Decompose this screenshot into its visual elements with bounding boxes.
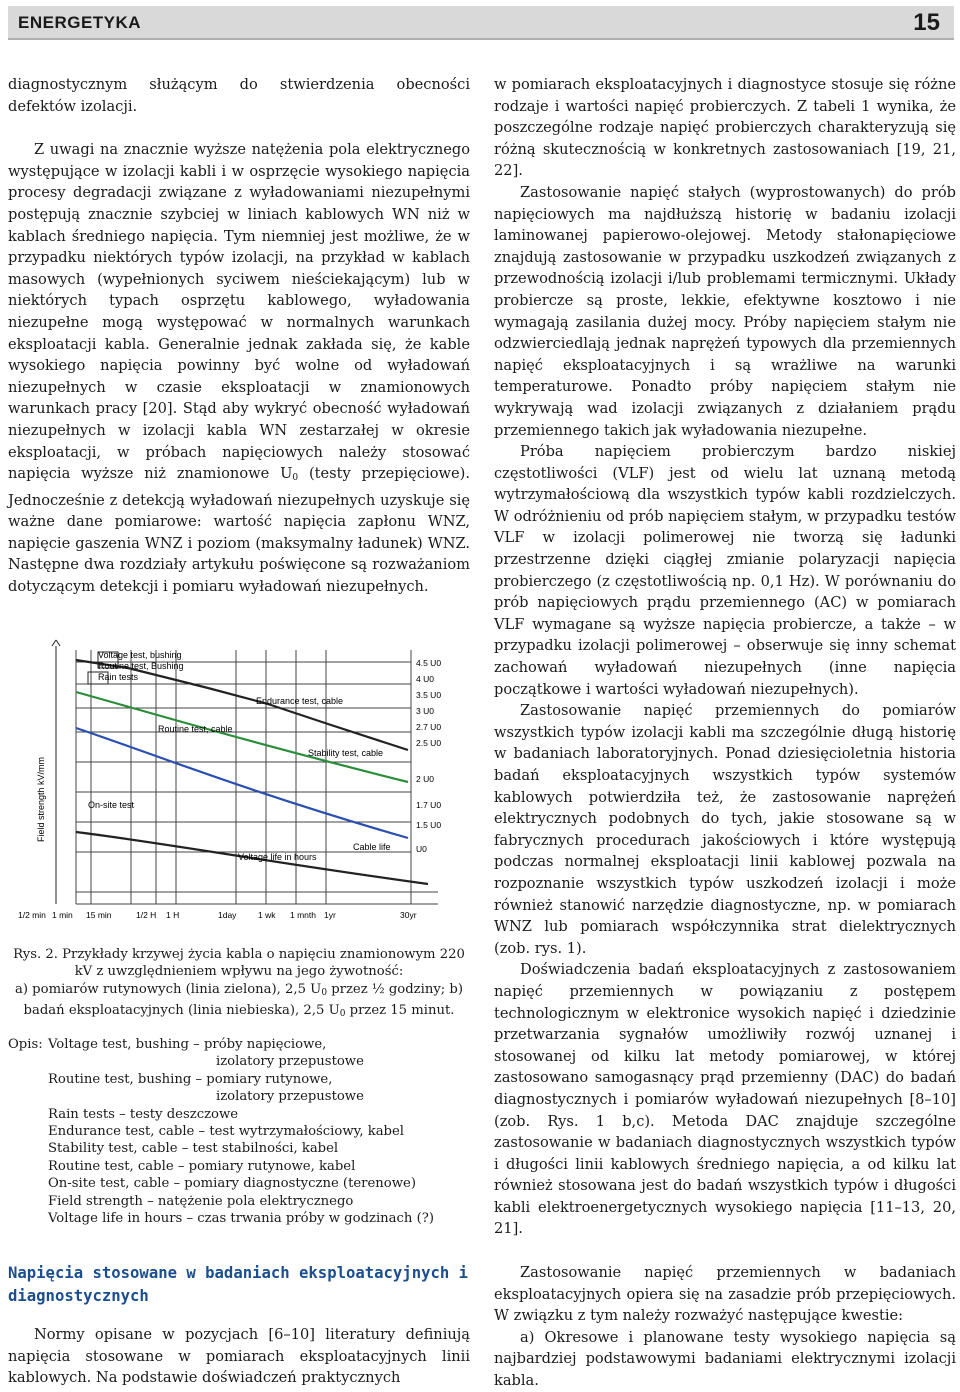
x-tick: 15 min — [86, 910, 112, 920]
x-tick: 1day — [218, 910, 237, 920]
right-column — [494, 74, 956, 1240]
legend-item: Rain tests – testy deszczowe — [48, 1106, 239, 1122]
paragraph: Zastosowanie napięć przemiennych w badaniach eksploatacyjnych opiera się na zasadzie prób przepięciowych. W związku z tym należy rozważyć następujące kwestie: — [494, 1264, 956, 1325]
paragraph: Doświadczenia badań eksploatacyjnych z zastosowaniem napięć przemiennych w powiązaniu z postępem technologicznym w elektronice wysokich napięć i dziedzinie przetwarzania sygnałów umożliwiły rozwój uznanej i stosowanej od kilku lat metody pomiarowej, w której zastosowano samogasnący prąd przemienny (DAC) do badań diagnostycznych i pomiarów wyładowań niezupełnych [8–10] (zob. Rys. 1 b,c). Metoda DAC znajduje szczególne zastosowanie w badaniach diagnostycznych wszystkich typów i długości linii kablowych średniego napięcia, a od kilku lat również stosowana jest do badań wszystkich typów i długości kabli elektroenergetycznych wysokiego napięcia [11–13, 20, 21]. — [494, 961, 956, 1238]
page-number: 15 — [913, 9, 940, 36]
journal-title: ENERGETYKA — [18, 13, 142, 32]
label-rain-tests: Rain tests — [98, 672, 139, 682]
legend-item: Voltage life in hours – czas trwania próby w godzinach (?) — [48, 1211, 434, 1227]
x-tick: 1 min — [52, 910, 73, 920]
paragraph: diagnostycznym służącym do stwierdzenia obecności defektów izolacji. — [8, 76, 470, 115]
voltage-level-label: 4 U0 — [416, 674, 434, 684]
legend-item: izolatory przepustowe — [216, 1054, 364, 1070]
voltage-level-label: 1.5 U0 — [416, 820, 442, 830]
label-routine-test-cable: Routine test, cable — [158, 724, 233, 734]
label-routine-test-bushing: Routine test, Bushing — [98, 661, 184, 671]
left-column — [8, 74, 470, 598]
voltage-level-label: 2.7 U0 — [416, 722, 442, 732]
label-voltage-test-bushing: Voltage test, bushing — [98, 650, 182, 660]
paragraph: Zastosowanie napięć przemiennych do pomiarów wszystkich typów izolacji kabli ma szczególnie długą historię w badaniach laboratoryjnych. Ponad dziesięcioletnia historia badań eksploatacyjnych wszystkich typów systemów kablowych potwierdziła też, że zastosowanie naprężeń elektrycznych podobnych do tych, jakie stosowane są w fabrycznych procedurach jakościowych i które występują podczas normalnej eksploatacji linii kablowej pozwala na rozpoznanie wszystkich typów uszkodzeń izolacji i może również stanowić narzędzie diagnostyczne, np. w pomiarach WNZ lub pomiarach współczynnika strat dielektrycznych (zob. rys. 1). — [494, 702, 956, 957]
x-tick: 1/2 H — [136, 910, 157, 920]
legend-item: On-site test, cable – pomiary diagnostyczne (terenowe) — [48, 1176, 416, 1192]
paragraph: Próba napięciem probierczym bardzo niskiej częstotliwości (VLF) jest od wielu lat uznaną metodą wytrzymałościową dla wszystkich typów kabli rozdzielczych. W odróżnieniu od prób napięciem stałym, w przypadku testów VLF w izolacji polimerowej nie tworzą się ładunki przestrzenne dzięki ciągłej zmianie polaryzacji napięcia probierczego (z częstotliwością np. 0,1 Hz). W porównaniu do prób napięciowych prądu przemiennego (AC) w pomiarach VLF wymagane są wyższe napięcia probiercze, a także – w przypadku izolacji polimerowej – obserwuje się inny schemat zachowań wyładowań niezupełnych (inne napięcia początkowe i wartości wyładowań niezupełnych). — [494, 443, 956, 698]
label-voltage-life: Voltage life in hours — [238, 852, 317, 862]
x-tick: 30yr — [400, 910, 417, 920]
left-column-bottom — [8, 1324, 470, 1389]
legend-item: Routine test, cable – pomiary rutynowe, kabel — [48, 1158, 356, 1174]
section-heading: Napięcia stosowane w badaniach eksploatacyjnych i diagnostycznych — [8, 1264, 469, 1305]
voltage-level-label: 4.5 U0 — [416, 658, 442, 668]
y-axis-label: Field strength kV/mm — [36, 756, 46, 842]
x-tick: 1 wk — [258, 910, 276, 920]
paragraph: Normy opisane w pozycjach [6–10] literatury definiują napięcia stosowane w pomiarach eksploatacyjnych linii kablowych. Na podstawie doświadczeń praktycznych — [8, 1326, 470, 1387]
page-header — [8, 6, 954, 40]
voltage-level-label: U0 — [416, 844, 427, 854]
paragraph: Z uwagi na znacznie wyższe natężenia pola elektrycznego występujące w izolacji kabli i w osprzęcie wysokiego napięcia procesy degradacji związane z wyładowaniami niezupełnymi postępują znacznie szybciej w liniach kablowych WN niż w kablach średniego napięcia. Tym niemniej jest możliwe, że w przypadku niektórych typów izolacji, na przykład w kablach masowych (wypełnionych syciwem nieściekającym) lub w niektórych typach osprzętu kablowego, wyładowania niezupełne mogą występować w normalnych warunkach eksploatacji kabla. Generalnie jednak zakłada się, że kable wysokiego napięcia powinny być wolne od wyładowań niezupełnych w czasie eksploatacji w znamionowych warunkach pracy [20]. Stąd aby wykryć obecność wyładowań niezupełnych w izolacji kabla WN zestarzałej w okresie eksploatacji, w próbach napięciowych należy stosować napięcia wyższe niż znamionowe $U_0$ (testy przepięciowe). Jednocześnie z detekcją wyładowań niezupełnych uzyskuje się ważne dane pomiarowe: wartość napięcia zapłonu WNZ, napięcie gaszenia WNZ i poziom (maksymalny ładunek) WNZ. Następne dwa rozdziały artykułu poświęcone są rozważaniom dotyczącym detekcji i pomiaru wyładowań niezupełnych. — [8, 141, 471, 596]
x-tick: 1yr — [324, 910, 336, 920]
voltage-level-label: 2 U0 — [416, 774, 434, 784]
voltage-life-graph — [8, 632, 470, 934]
label-on-site-test: On-site test — [88, 800, 135, 810]
voltage-level-label: 3 U0 — [416, 706, 434, 716]
voltage-life-figure — [8, 632, 470, 934]
voltage-level-label: 1.7 U0 — [416, 800, 442, 810]
label-stability-test: Stability test, cable — [308, 748, 384, 758]
paragraph: Zastosowanie napięć stałych (wyprostowanych) do prób napięciowych ma najdłuższą historię w badaniu izolacji laminowanej papierowo-olejowej. Metody stałonapięciowe znajdują zastosowanie w przypadku uszkodzeń związanych z przewodnością izolacji i/lub problemami termicznymi. Układy probiercze są proste, lekkie, efektywne kosztowo i nie wymagają zasilania dużej mocy. Próby napięciem stałym nie odzwierciedlają jednak naprężeń typowych dla przemiennych napięć eksploatacyjnych i są wrażliwe na warunki temperaturowe. Ponadto próby napięciem stałym nie wykrywają wad izolacji związanych z działaniem prądu przemiennego takich jak wyładowania niezupełne. — [494, 183, 956, 439]
legend-item: Field strength – natężenie pola elektrycznego — [48, 1193, 354, 1209]
paragraph: w pomiarach eksploatacyjnych i diagnostyce stosuje się różne rodzaje i wartości napięć probierczych. Z tabeli 1 wynika, że poszczególne rodzaje napięć probierczych charakteryzują się różną skutecznością w konkretnych zastosowaniach [19, 21, 22]. — [494, 76, 956, 180]
legend-item: izolatory przepustowe — [216, 1089, 364, 1105]
legend-item: Stability test, cable – test stabilności, kabel — [48, 1141, 339, 1157]
figure-legend-description — [8, 1036, 470, 1227]
voltage-level-label: 2.5 U0 — [416, 738, 442, 748]
label-endurance-test: Endurance test, cable — [256, 696, 344, 706]
legend-item: Routine test, bushing – pomiary rutynowe, — [48, 1071, 333, 1087]
paragraph: a) Okresowe i planowane testy wysokiego napięcia są najbardziej podstawowymi badaniami elektrycznymi izolacji kabla. — [494, 1328, 956, 1389]
legend-item: Endurance test, cable – test wytrzymałościowy, kabel — [48, 1124, 405, 1140]
voltage-level-label: 3.5 U0 — [416, 690, 442, 700]
x-tick: 1/2 min — [18, 910, 46, 920]
figure-caption: Rys. 2. Przykłady krzywej życia kabla o napięciu znamionowym 220 kV z uwzględnieniem wpływu na jego żywotność: a) pomiarów rutynowych (linia zielona), 2,5 $U_0$ przez ½ godziny; b) badań eksploatacyjnych (linia niebieska), 2,5 $U_0$ przez 15 minut. — [13, 947, 465, 1020]
x-tick: 1 mnth — [290, 910, 316, 920]
label-cable-life: Cable life — [353, 842, 391, 852]
legend-lead: Opis: — [8, 1037, 43, 1052]
right-column-bottom — [494, 1262, 956, 1392]
x-tick: 1 H — [166, 910, 180, 920]
legend-item: Voltage test, bushing – próby napięciowe, — [48, 1037, 327, 1052]
